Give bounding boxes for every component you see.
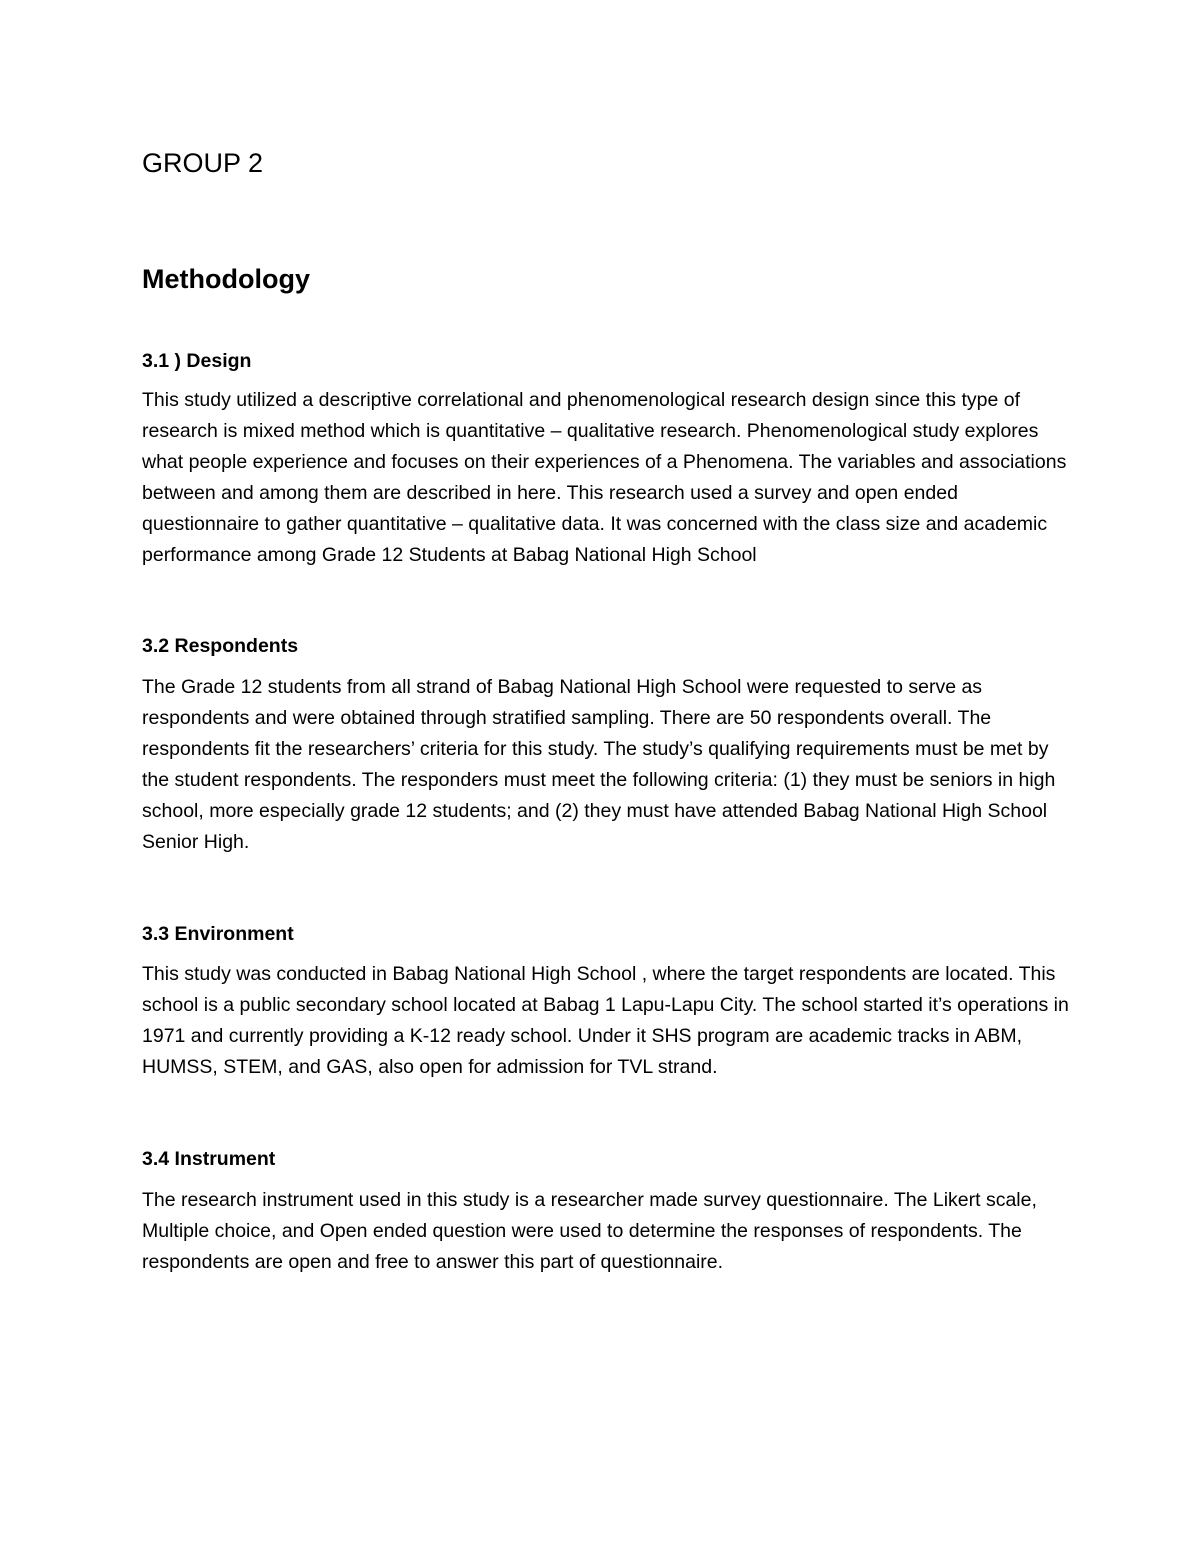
document-title: Methodology bbox=[142, 264, 310, 294]
section-heading-respondents: 3.2 Respondents bbox=[142, 635, 299, 657]
section-heading-design: 3.1 ) Design bbox=[142, 350, 252, 372]
section-body-environment: This study was conducted in Babag National High School , where the target respondents are located. This school is a public secondary school located at Babag 1 Lapu-Lapu City. The school started it’s operations in 1971 and currently providing a K-12 ready school. Under it SHS program are academic tracks in ABM, HUMSS, STEM, and GAS, also open for admission for TVL strand. bbox=[142, 963, 1069, 1078]
section-heading-environment: 3.3 Environment bbox=[142, 923, 294, 945]
group-label: GROUP 2 bbox=[142, 148, 264, 178]
section-body-instrument: The research instrument used in this study is a researcher made survey questionnaire. The Likert scale, Multiple choice, and Open ended question were used to determine the responses of respondents. The respondents are open and free to answer this part of questionnaire. bbox=[142, 1189, 1037, 1273]
section-body-design: This study utilized a descriptive correlational and phenomenological research design since this type of research is mixed method which is quantitative – qualitative research. Phenomenological study explores what people experience and focuses on their experiences of a Phenomena. The variables and associations between and among them are described in here. This research used a survey and open ended questionnaire to gather quantitative – qualitative data. It was concerned with the class size and academic performance among Grade 12 Students at Babag National High School bbox=[142, 389, 1067, 566]
section-heading-instrument: 3.4 Instrument bbox=[142, 1148, 276, 1170]
document-content bbox=[142, 145, 1072, 1278]
section-body-respondents: The Grade 12 students from all strand of Babag National High School were requested to serve as respondents and were obtained through stratified sampling. There are 50 respondents overall. The respondents fit the researchers’ criteria for this study. The study’s qualifying requirements must be met by the student respondents. The responders must meet the following criteria: (1) they must be seniors in high school, more especially grade 12 students; and (2) they must have attended Babag National High School Senior High. bbox=[142, 676, 1056, 853]
